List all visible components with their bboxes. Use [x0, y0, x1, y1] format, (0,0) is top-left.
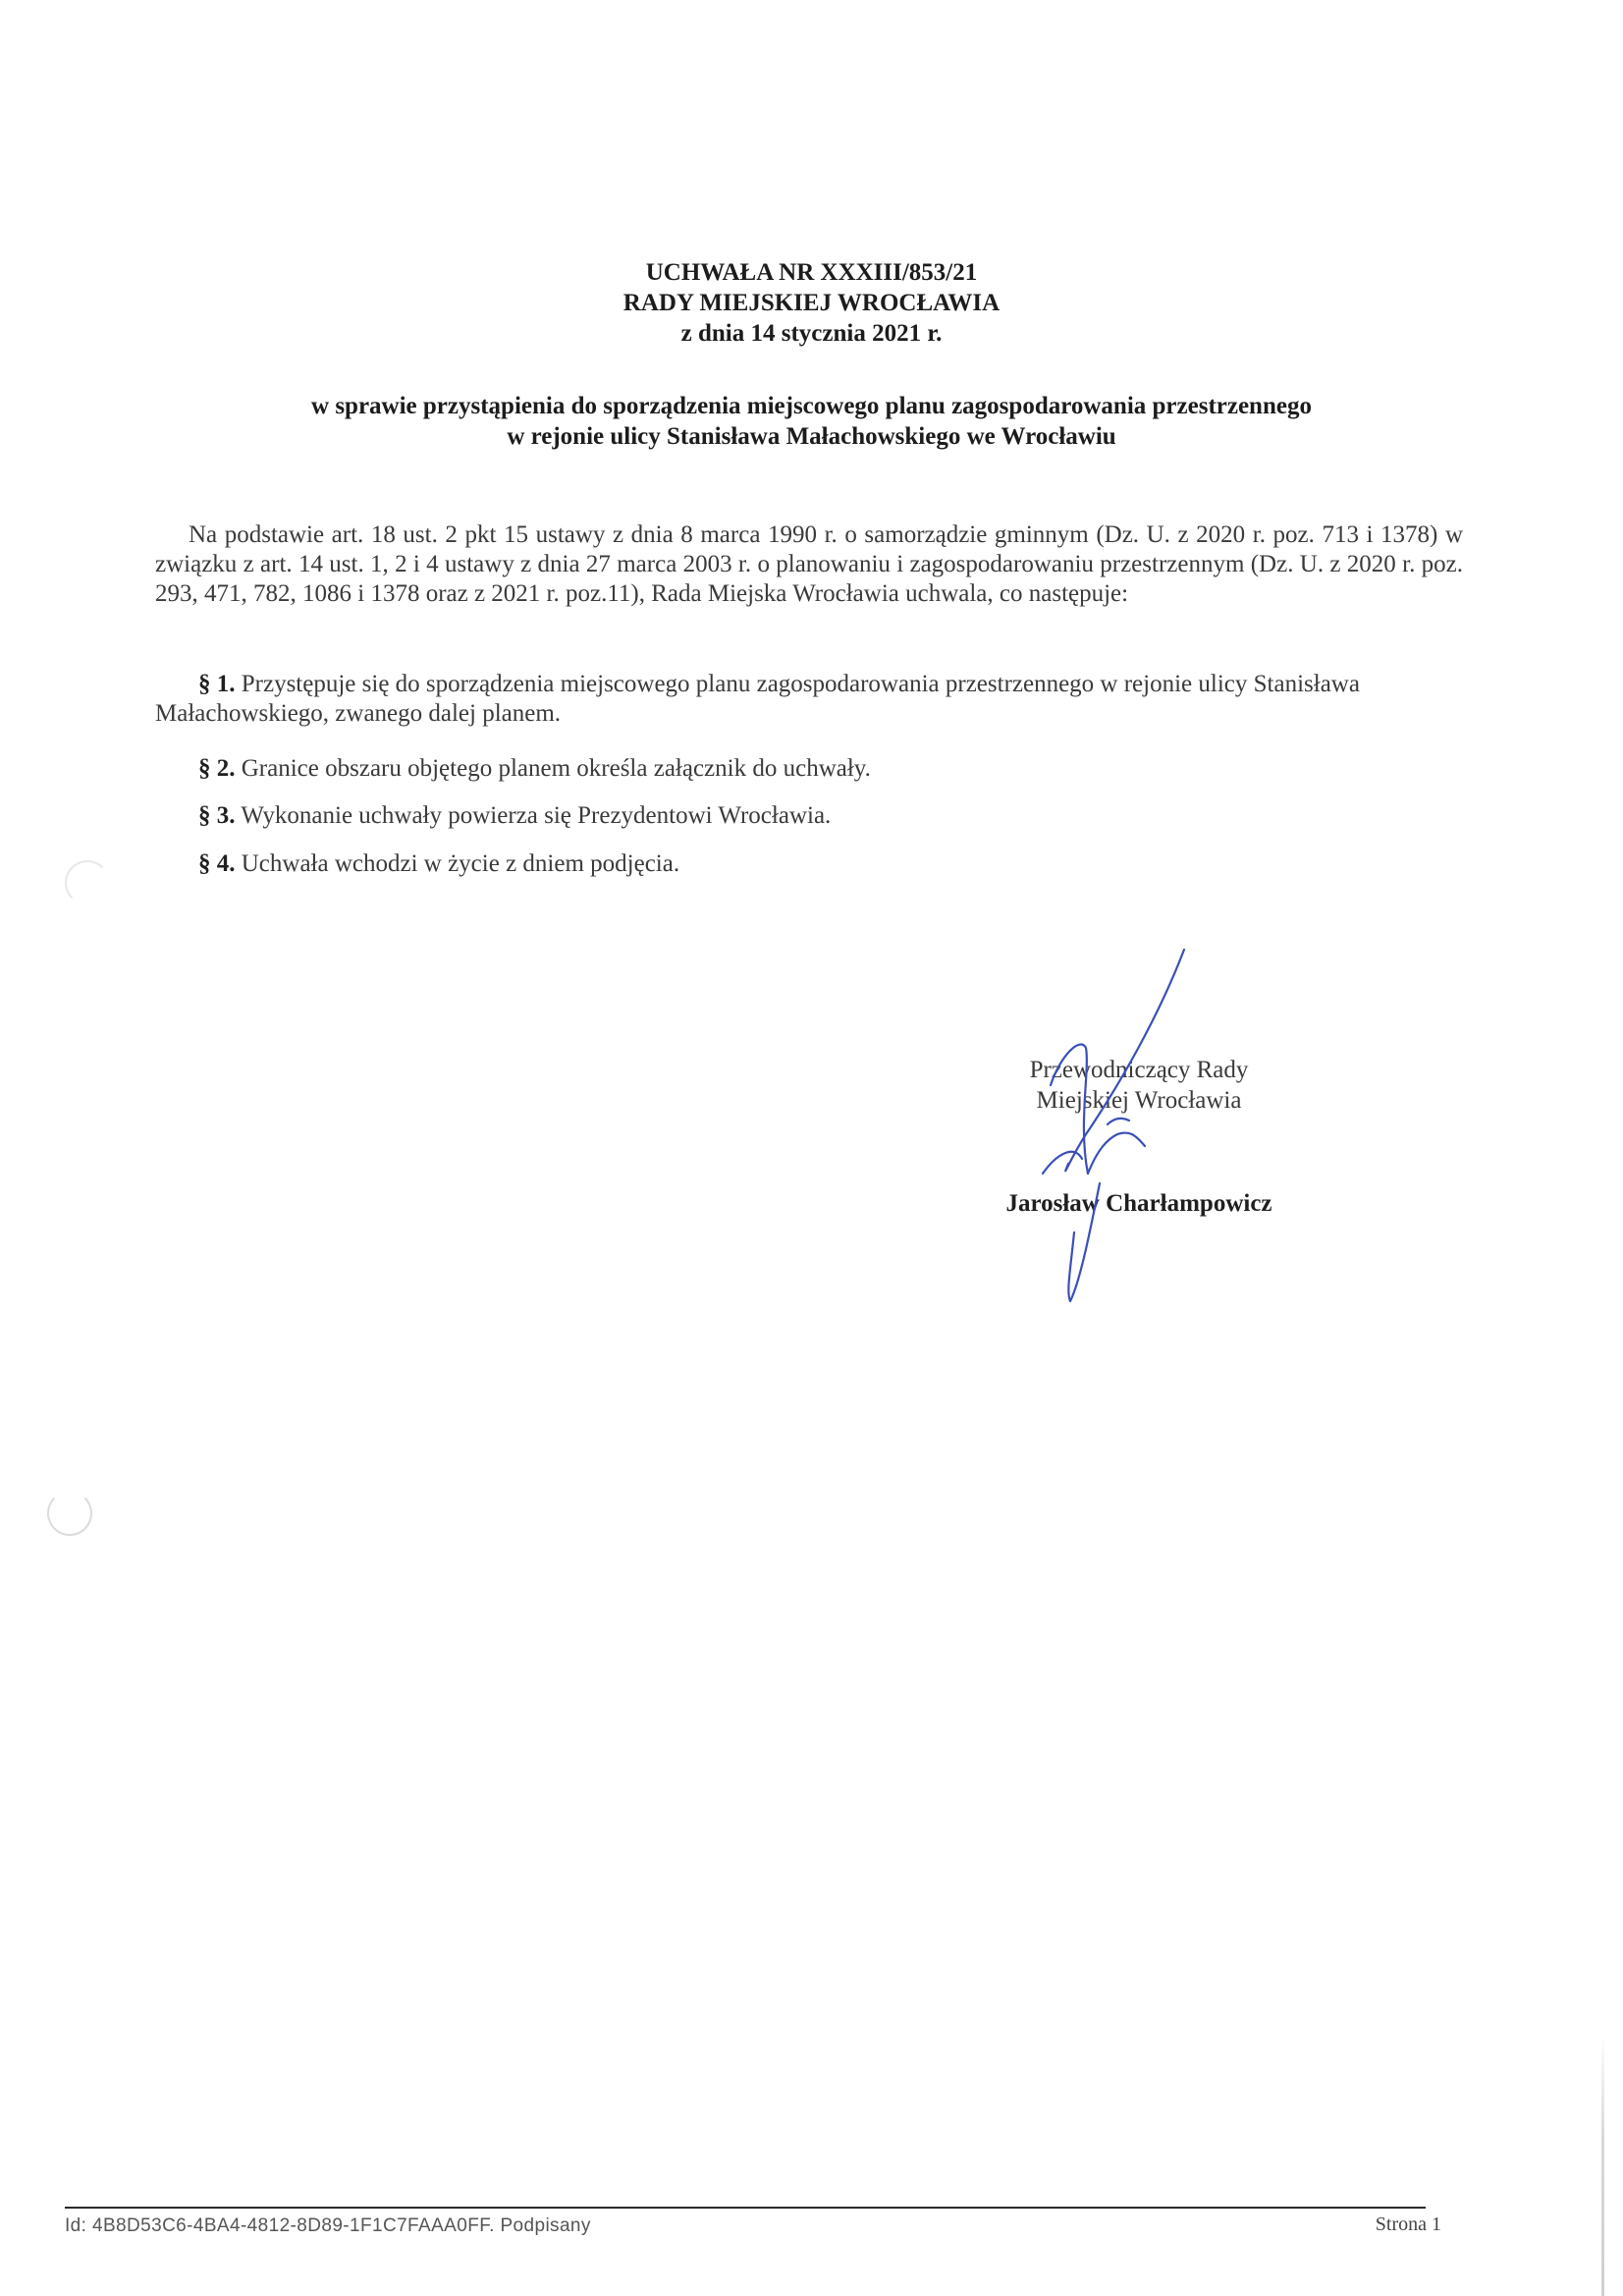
punch-hole-mark: [65, 860, 110, 905]
paragraph-text: Przystępuje się do sporządzenia miejscowego planu zagospodarowania przestrzennego w rejonie ulicy Stanisława Małachowskiego, zwanego dalej planem.: [155, 671, 1360, 727]
paragraph-3: [155, 801, 1463, 831]
paragraph-1: [155, 670, 1463, 729]
resolution-date: z dnia 14 stycznia 2021 r.: [680, 320, 943, 347]
subject-line-1: w sprawie przystąpienia do sporządzenia miejscowego planu zagospodarowania przestrzennego: [311, 393, 1312, 419]
paragraph-2: [155, 754, 1463, 784]
handwritten-signature: [992, 938, 1208, 1311]
document-id: Id: 4B8D53C6-4BA4-4812-8D89-1F1C7FAAA0FF. Podpisany: [65, 2215, 591, 2236]
scan-edge-mark: [1601, 2033, 1604, 2296]
resolution-number: UCHWAŁA NR XXXIII/853/21: [645, 259, 978, 286]
paragraph-text: Uchwała wchodzi w życie z dniem podjęcia.: [241, 850, 680, 877]
footer-divider: [65, 2207, 1426, 2209]
paragraph-number: § 3.: [198, 802, 236, 829]
legal-basis-paragraph: Na podstawie art. 18 ust. 2 pkt 15 ustawy z dnia 8 marca 1990 r. o samorządzie gminnym (Dz. U. z 2020 r. poz. 713 i 1378) w związku z art. 14 ust. 1, 2 i 4 ustawy z dnia 27 marca 2003 r. o planowaniu i zagospodarowaniu przestrzennym (Dz. U. z 2020 r. poz. 293, 471, 782, 1086 i 1378 oraz z 2021 r. poz.11), Rada Miejska Wrocławia uchwala, co następuje:: [155, 521, 1463, 607]
paragraph-number: § 4.: [198, 850, 236, 877]
page-number: Strona 1: [1375, 2214, 1441, 2235]
council-name: RADY MIEJSKIEJ WROCŁAWIA: [622, 290, 1001, 316]
paragraph-text: Wykonanie uchwały powierza się Prezydentowi Wrocławia.: [241, 802, 832, 829]
signature-role-line-2: Miejskiej Wrocławia: [1036, 1087, 1242, 1114]
resolution-header: [0, 257, 1623, 349]
resolution-subject: [0, 391, 1623, 452]
paragraph-text: Granice obszaru objętego planem określa załącznik do uchwały.: [241, 755, 871, 782]
paragraph-number: § 1.: [198, 671, 236, 697]
paragraph-4: [155, 849, 1463, 879]
paragraph-number: § 2.: [198, 755, 236, 782]
punch-hole-mark: [47, 1491, 92, 1536]
signature-strokes: [1043, 950, 1184, 1301]
signature-role-line-1: Przewodniczący Rady: [1029, 1057, 1249, 1083]
signer-name: Jarosław Charłampowicz: [1005, 1190, 1272, 1217]
subject-line-2: w rejonie ulicy Stanisława Małachowskiego we Wrocławiu: [507, 423, 1116, 450]
